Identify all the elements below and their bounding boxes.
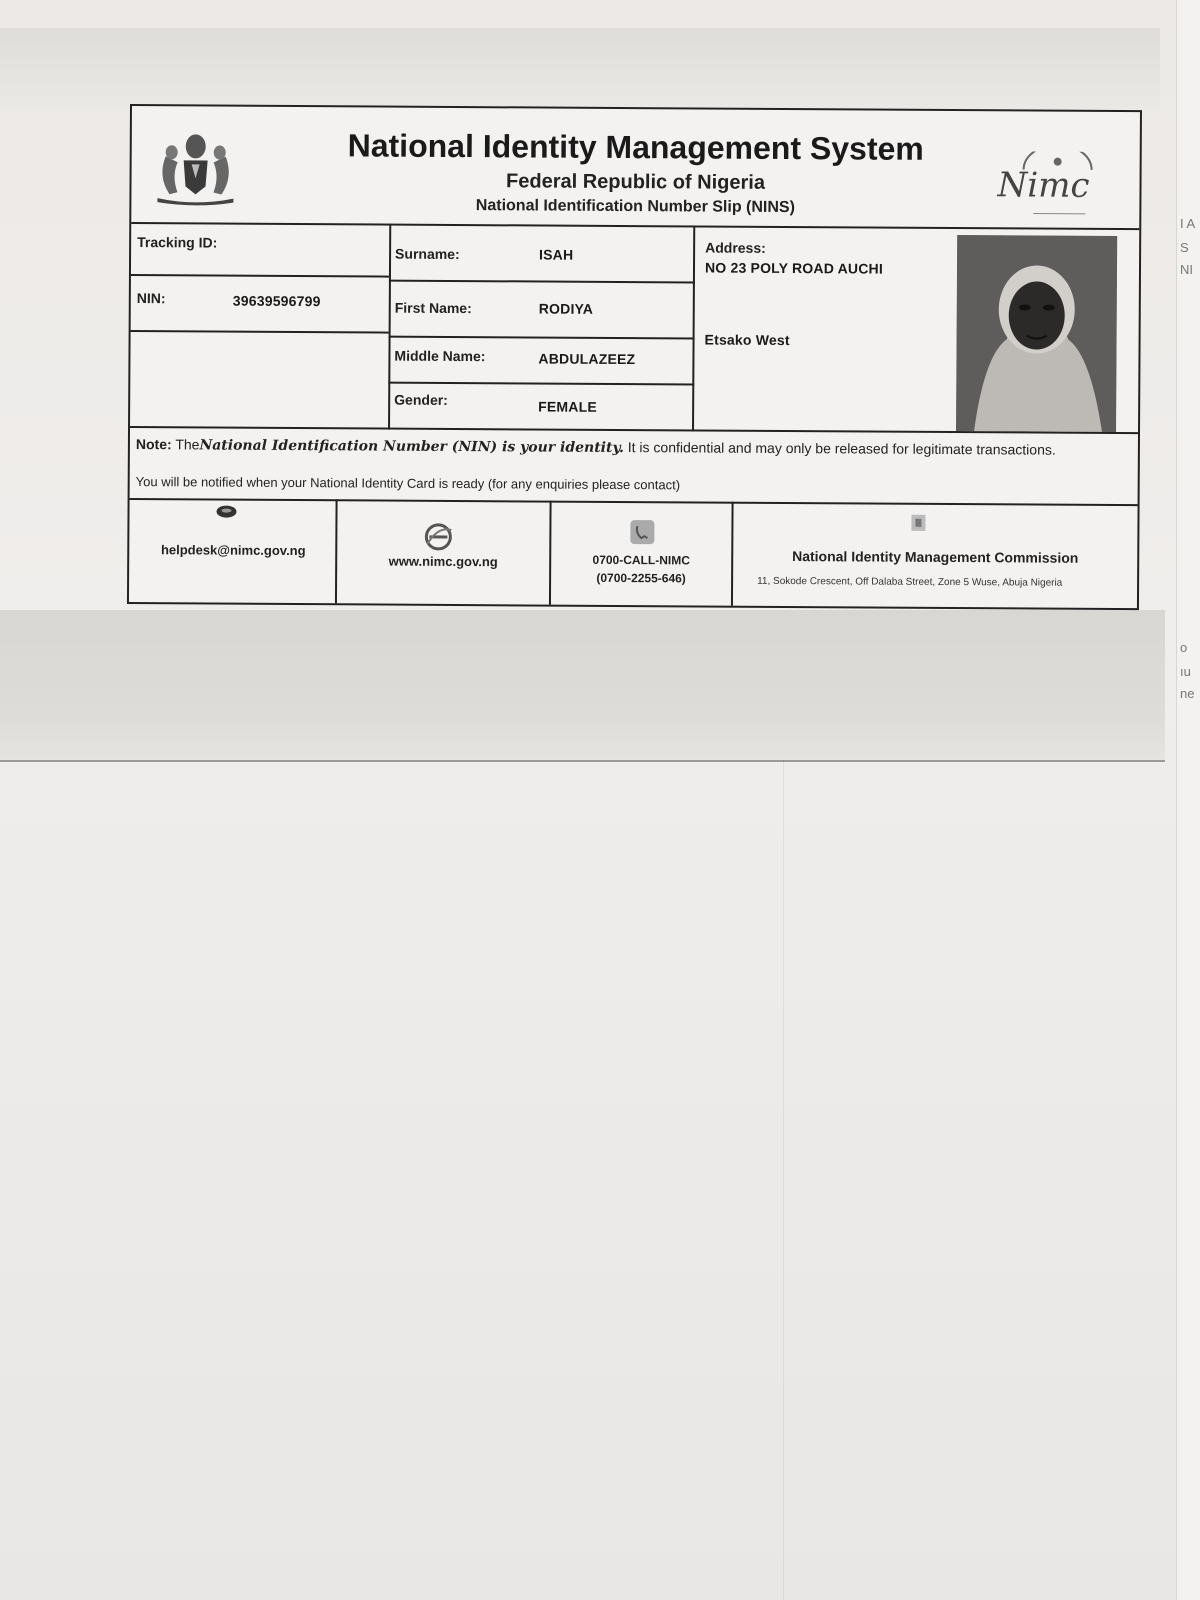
organization-name: National Identity Management Commission: [792, 548, 1079, 566]
photocopy-shadow-top: [0, 28, 1160, 110]
gender-value: FEMALE: [538, 398, 597, 415]
photocopy-shadow-bottom: [0, 610, 1165, 762]
nin-slip: [127, 104, 1142, 610]
note-prefix: Note:: [135, 436, 172, 453]
divider: [335, 499, 338, 603]
note-lead: The: [175, 436, 200, 453]
edge-text: I A: [1180, 216, 1196, 231]
surname-value: ISAH: [539, 246, 574, 263]
nimc-logo-text: Nimc: [997, 165, 1090, 206]
gender-label: Gender:: [394, 391, 448, 408]
passport-photo: [956, 235, 1117, 432]
surname-label: Surname:: [395, 245, 460, 263]
email-link[interactable]: helpdesk@nimc.gov.ng: [160, 542, 306, 559]
edge-text: NI: [1180, 262, 1193, 277]
middle-name-value: ABDULAZEEZ: [538, 350, 636, 368]
slip-title: National Identification Number Slip (NINS): [475, 197, 795, 217]
address-line-2: Etsako West: [704, 331, 790, 349]
email-icon: [215, 505, 237, 519]
first-name-value: RODIYA: [538, 300, 594, 317]
edge-text: ne: [1180, 686, 1195, 701]
divider: [731, 502, 734, 606]
address-label: Address:: [705, 239, 766, 256]
page-title: National Identity Management System: [347, 127, 924, 167]
slip-header: [131, 106, 1140, 230]
divider: [130, 498, 1138, 506]
divider: [549, 501, 552, 605]
note-emphasis: National Identification Number (NIN) is your identity.: [199, 437, 624, 457]
nin-note: [136, 436, 1056, 459]
web-browser-icon: [423, 522, 453, 552]
paper-fold: [783, 760, 784, 1600]
phone-number[interactable]: 0700-CALL-NIMC: [592, 552, 690, 568]
edge-text: o: [1180, 640, 1188, 655]
divider: [131, 274, 389, 278]
phone-number-digits: (0700-2255-646): [596, 570, 686, 586]
tracking-id-label: Tracking ID:: [137, 234, 218, 251]
office-icon: [909, 511, 927, 533]
nin-label: NIN:: [136, 290, 166, 307]
page-subtitle: Federal Republic of Nigeria: [505, 170, 766, 194]
website-link[interactable]: www.nimc.gov.ng: [388, 553, 498, 570]
divider: [389, 280, 695, 284]
divider: [388, 382, 694, 386]
edge-text: ıu: [1180, 664, 1191, 679]
divider: [388, 224, 391, 430]
note-rest: It is confidential and may only be released for legitimate transactions.: [627, 439, 1056, 458]
nin-value: 39639596799: [232, 292, 321, 310]
notification-text: You will be notified when your National Identity Card is ready (for any enquiries please contact): [135, 474, 681, 493]
organization-address: 11, Sokode Crescent, Off Dalaba Street, Zone 5 Wuse, Abuja Nigeria: [757, 575, 1063, 589]
phone-icon: [629, 519, 655, 545]
edge-text: S: [1180, 240, 1189, 255]
address-line-1: NO 23 POLY ROAD AUCHI: [704, 259, 884, 277]
divider: [389, 336, 695, 340]
first-name-label: First Name:: [394, 299, 472, 317]
middle-name-label: Middle Name:: [394, 347, 486, 365]
divider: [692, 225, 695, 431]
divider: [131, 330, 389, 334]
